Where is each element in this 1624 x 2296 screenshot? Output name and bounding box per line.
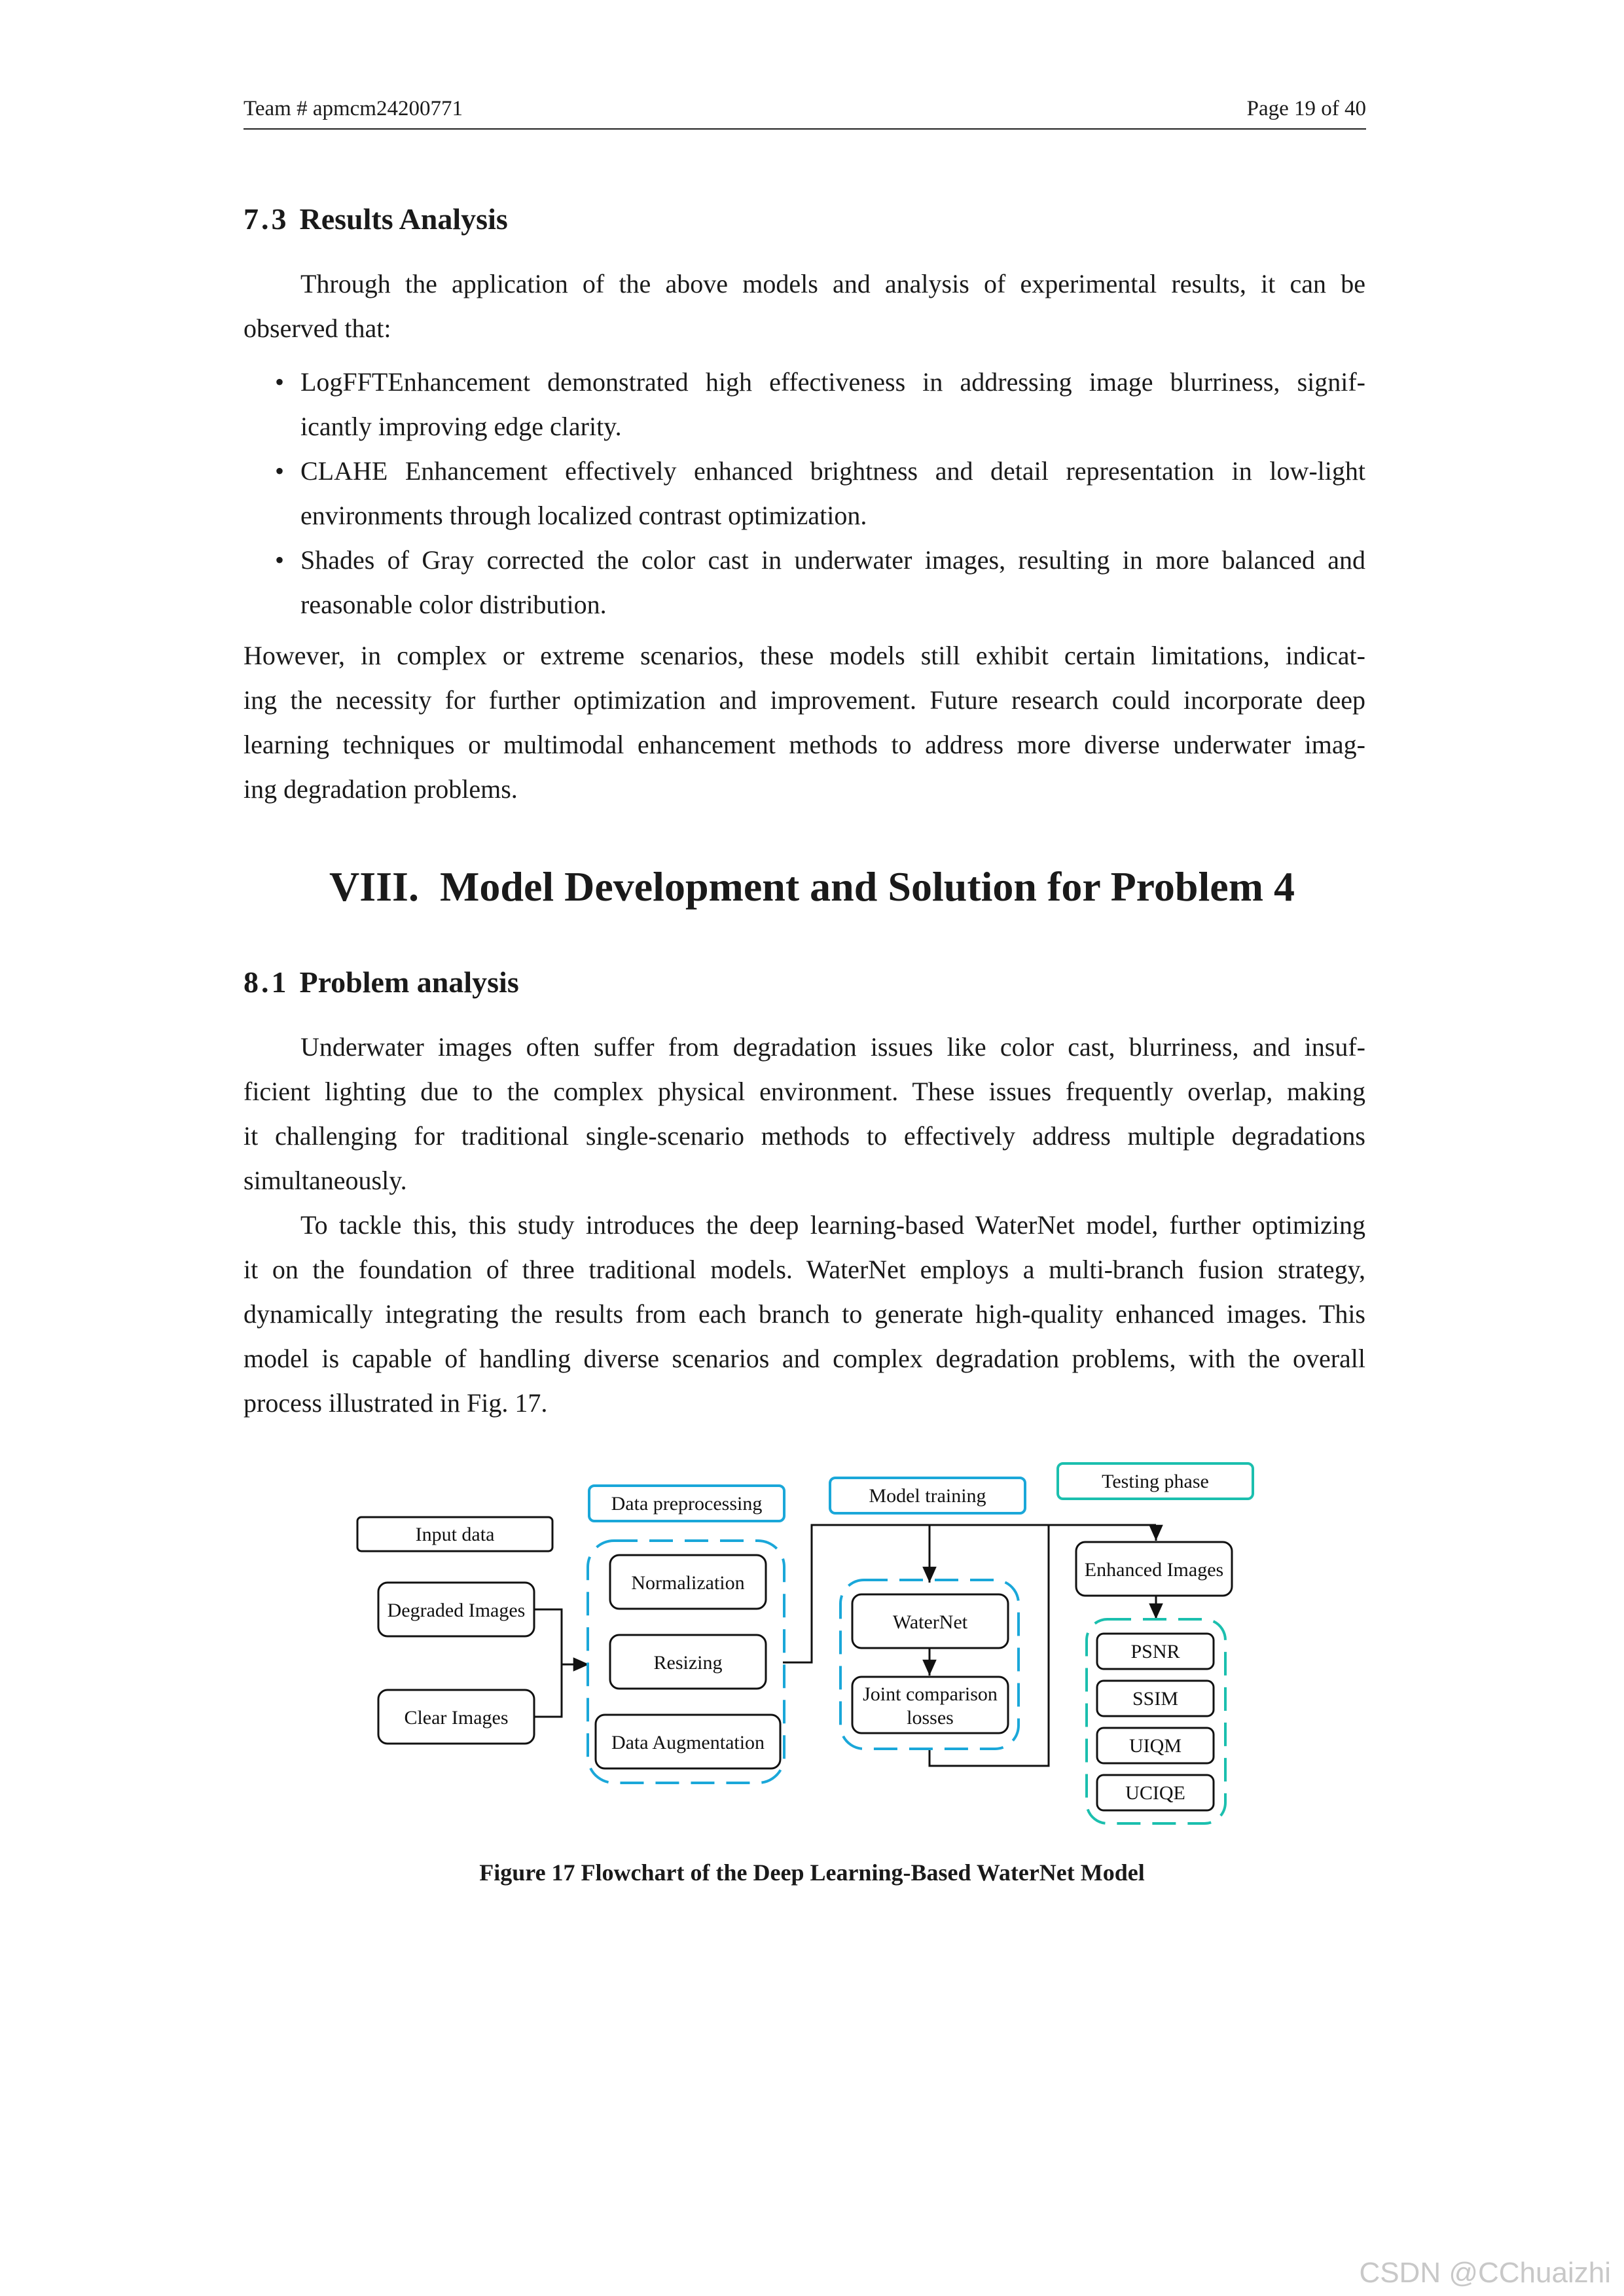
joint-loss-label-line1: Joint comparison [863,1683,998,1705]
input-data-label: Input data [415,1524,495,1545]
paragraph-line: dynamically integrating the results from each branch to generate high-quality enhanced images. This [244,1299,1365,1329]
paragraph-line: learning techniques or multimodal enhancement methods to address more diverse underwater imag- [244,730,1365,759]
paragraph-line: ficient lighting due to the complex physical environment. These issues frequently overlap, making [244,1077,1365,1106]
degraded-images-label: Degraded Images [387,1600,526,1621]
list-item: • Shades of Gray corrected the color cast in underwater images, resulting in more balanced and reasonable color distribution. [244,538,1365,627]
list-item: • LogFFTEnhancement demonstrated high effectiveness in addressing image blurriness, signif- icantly improving edge clarity. [244,360,1365,449]
paragraph-line: However, in complex or extreme scenarios, these models still exhibit certain limitations, indicat- [244,641,1365,670]
data-preprocessing-label: Data preprocessing [611,1493,763,1515]
bullet-line: reasonable color distribution. [300,590,607,619]
page-number: Page 19 of 40 [1246,97,1366,120]
bullet-line: Shades of Gray corrected the color cast in underwater images, resulting in more balanced and [300,545,1365,575]
section-title: Problem analysis [299,965,519,999]
paragraph-line: Through the application of the above models and analysis of experimental results, it can be [300,269,1365,298]
team-id: Team # apmcm24200771 [244,97,463,120]
watermark: CSDN @CChuaizhi [1359,2257,1611,2289]
paragraph-line: ing degradation problems. [244,774,518,804]
uiqm-label: UIQM [1129,1735,1182,1757]
paragraph-line: process illustrated in Fig. 17. [244,1388,548,1418]
model-training-label: Model training [869,1485,986,1507]
clear-images-label: Clear Images [404,1707,509,1729]
bullet-line: environments through localized contrast optimization. [300,501,867,530]
paragraph-line: model is capable of handling diverse scenarios and complex degradation problems, with the overall [244,1344,1365,1373]
data-augmentation-label: Data Augmentation [611,1732,765,1753]
testing-phase-label: Testing phase [1102,1471,1209,1492]
loss-feedback-connector [929,1525,1049,1766]
input-merge-connector [534,1609,562,1717]
paragraph-line: To tackle this, this study introduces the deep learning-based WaterNet model, further optimizing [300,1210,1365,1240]
paragraph-line: simultaneously. [244,1166,407,1195]
resizing-label: Resizing [653,1652,723,1674]
paragraph-line: ing the necessity for further optimization and improvement. Future research could incorporate deep [244,685,1365,715]
paragraph-line: observed that: [244,314,391,343]
chapter-heading: VIII. Model Development and Solution for Problem 4 [329,863,1295,910]
bullet-line: LogFFTEnhancement demonstrated high effectiveness in addressing image blurriness, signif- [300,367,1365,397]
section-number: 8.1 [244,965,289,999]
psnr-label: PSNR [1130,1641,1180,1662]
paragraph-line: it on the foundation of three traditional models. WaterNet employs a multi-branch fusion strategy, [244,1255,1365,1284]
paragraph-line: it challenging for traditional single-scenario methods to effectively address multiple degradations [244,1121,1365,1151]
joint-loss-label-line2: losses [907,1707,954,1729]
uciqe-label: UCIQE [1125,1782,1185,1804]
bullet-line: CLAHE Enhancement effectively enhanced brightness and detail representation in low-light [300,456,1365,486]
normalization-label: Normalization [631,1572,745,1594]
enhanced-images-label: Enhanced Images [1084,1559,1224,1581]
section-number: 7.3 [244,202,289,236]
list-item: • CLAHE Enhancement effectively enhanced brightness and detail representation in low-light environments through localized contrast optimization. [244,449,1365,538]
figure-caption: Figure 17 Flowchart of the Deep Learning-Based WaterNet Model [479,1859,1145,1886]
paragraph-line: Underwater images often suffer from degradation issues like color cast, blurriness, and insuf- [300,1032,1365,1062]
bullet-line: icantly improving edge clarity. [300,412,622,441]
waternet-label: WaterNet [892,1611,968,1633]
section-title: Results Analysis [299,202,508,236]
ssim-label: SSIM [1132,1688,1179,1710]
